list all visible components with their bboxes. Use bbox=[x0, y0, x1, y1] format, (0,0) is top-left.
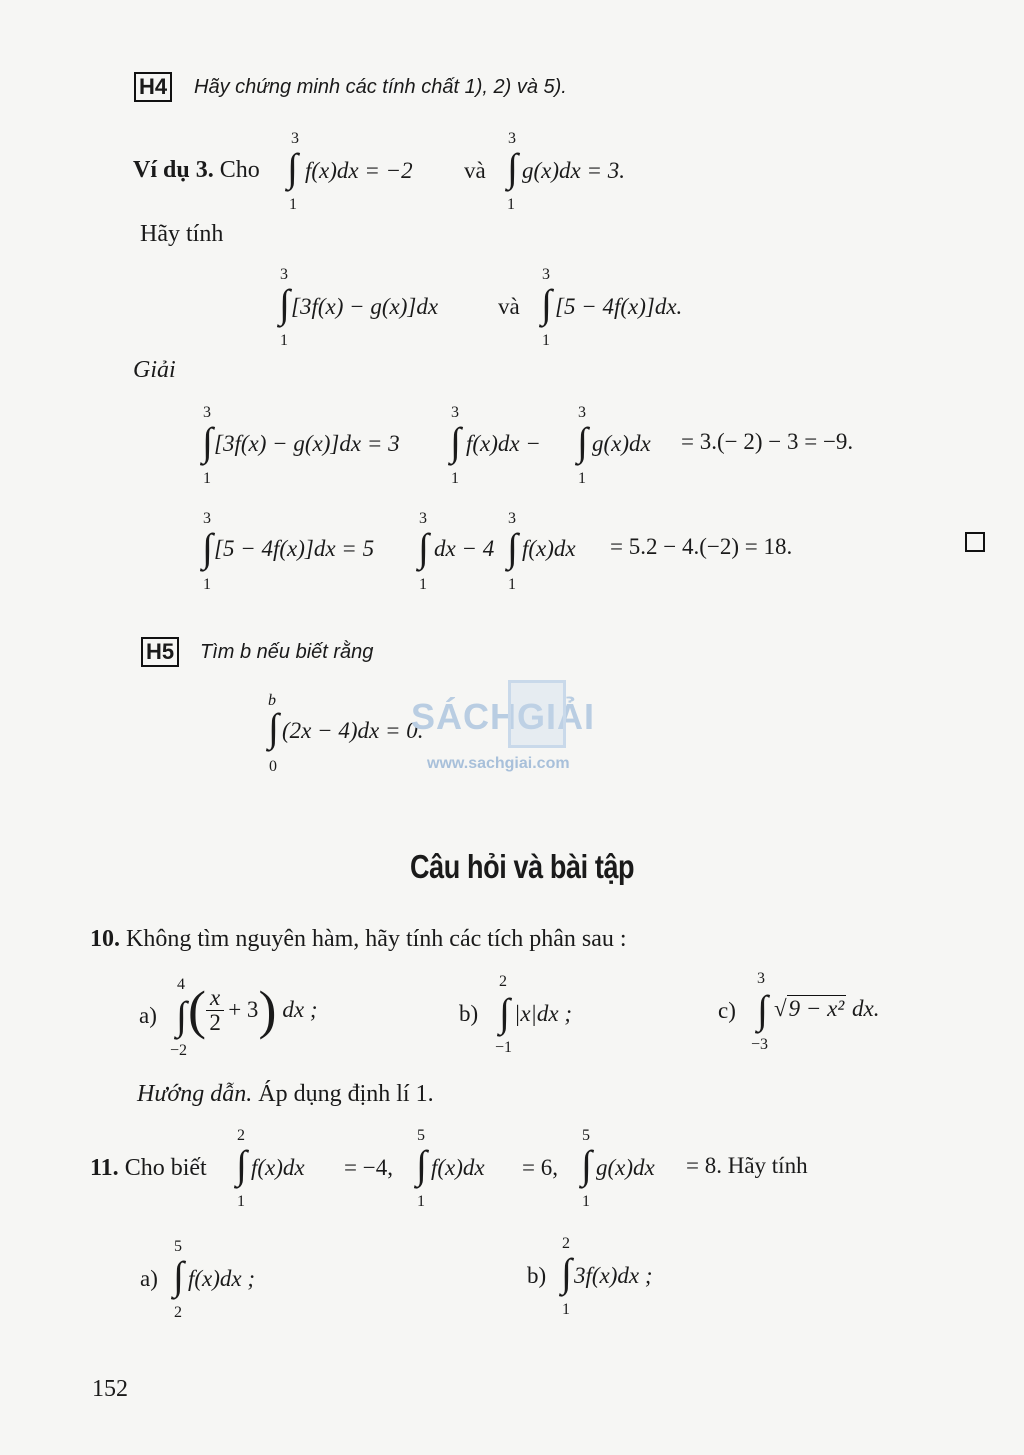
lower-limit: 1 bbox=[289, 196, 297, 213]
exercise-11-cho-biet: Cho biết bbox=[124, 1155, 207, 1181]
sol-1-part-a: [3f(x) − g(x)]dx = 3 bbox=[214, 431, 400, 456]
integral-sign: ∫ bbox=[236, 1142, 247, 1187]
radicand: 9 − x² bbox=[788, 996, 845, 1021]
upper-limit: 4 bbox=[177, 976, 185, 993]
page-number: 152 bbox=[92, 1376, 128, 1402]
upper-limit: 2 bbox=[499, 973, 507, 990]
numerator: x bbox=[206, 986, 224, 1011]
lower-limit: 1 bbox=[419, 576, 427, 593]
sol-2-part-c: f(x)dx bbox=[522, 536, 576, 561]
lower-limit: 2 bbox=[174, 1304, 182, 1321]
upper-limit: 3 bbox=[203, 404, 211, 421]
upper-limit: 5 bbox=[174, 1238, 182, 1255]
upper-limit: b bbox=[268, 692, 276, 709]
ex11-a-label: a) bbox=[140, 1266, 158, 1291]
integral-sign: ∫ bbox=[416, 1142, 427, 1187]
example-3-intro bbox=[133, 157, 260, 184]
lower-limit: 1 bbox=[203, 470, 211, 487]
ex11-i3-expr: g(x)dx bbox=[596, 1155, 655, 1180]
upper-limit: 3 bbox=[578, 404, 586, 421]
integral-sign: ∫ bbox=[507, 525, 518, 570]
upper-limit: 2 bbox=[562, 1235, 570, 1252]
exercise-10 bbox=[90, 926, 627, 953]
integral-sign: ∫ bbox=[202, 525, 213, 570]
h5-tag: H5 bbox=[141, 637, 179, 667]
ex11-i2-expr: f(x)dx bbox=[431, 1155, 485, 1180]
ex11-i1-expr: f(x)dx bbox=[251, 1155, 305, 1180]
lower-limit: −3 bbox=[751, 1036, 769, 1053]
lower-limit: 1 bbox=[542, 332, 550, 349]
ex10-a-tail: dx ; bbox=[282, 997, 318, 1022]
lower-limit: 1 bbox=[237, 1193, 245, 1210]
lower-limit: 1 bbox=[507, 196, 515, 213]
exercise-11 bbox=[90, 1155, 207, 1182]
watermark-box-icon bbox=[508, 680, 566, 748]
section-title: Câu hỏi và bài tập bbox=[410, 848, 635, 885]
lower-limit: 1 bbox=[578, 470, 586, 487]
lower-limit: 1 bbox=[582, 1193, 590, 1210]
integral-sign: ∫ bbox=[279, 281, 290, 326]
plus-three: + 3 bbox=[228, 997, 259, 1022]
ex10-c-label: c) bbox=[718, 998, 736, 1023]
ex10-c-expr bbox=[774, 996, 879, 1022]
integral-sign: ∫ bbox=[561, 1250, 572, 1295]
upper-limit: 5 bbox=[417, 1127, 425, 1144]
integral-sign: ∫ bbox=[507, 145, 518, 190]
task-1-expr: [3f(x) − g(x)]dx bbox=[291, 294, 439, 319]
ex11-a-expr: f(x)dx ; bbox=[188, 1266, 256, 1291]
upper-limit: 5 bbox=[582, 1127, 590, 1144]
upper-limit: 3 bbox=[291, 130, 299, 147]
ex10-c-tail: dx. bbox=[852, 996, 880, 1021]
upper-limit: 2 bbox=[237, 1127, 245, 1144]
lower-limit: 1 bbox=[417, 1193, 425, 1210]
ex10-b-expr: |x|dx ; bbox=[514, 1001, 572, 1026]
integral-sign: ∫ bbox=[450, 419, 461, 464]
integral-sign: ∫ bbox=[418, 525, 429, 570]
watermark-url: www.sachgiai.com bbox=[427, 755, 570, 772]
hint-label: Hướng dẫn. bbox=[137, 1081, 253, 1107]
ex11-i2-val: = 6, bbox=[522, 1155, 558, 1180]
upper-limit: 3 bbox=[280, 266, 288, 283]
upper-limit: 3 bbox=[451, 404, 459, 421]
lower-limit: −2 bbox=[170, 1042, 188, 1059]
sol-1-part-c: g(x)dx bbox=[592, 431, 651, 456]
h5-expr: (2x − 4)dx = 0. bbox=[282, 718, 424, 743]
sol-2-part-a: [5 − 4f(x)]dx = 5 bbox=[214, 536, 375, 561]
ex10-hint bbox=[137, 1081, 434, 1108]
upper-limit: 3 bbox=[757, 970, 765, 987]
example-3-va: và bbox=[464, 158, 486, 183]
example-3-g-expr: g(x)dx = 3. bbox=[522, 158, 626, 183]
ex11-b-expr: 3f(x)dx ; bbox=[574, 1263, 653, 1288]
sol-2-result: = 5.2 − 4.(−2) = 18. bbox=[610, 534, 793, 559]
watermark-brand: SÁCHGIẢI bbox=[411, 696, 596, 737]
h5-text: Tìm b nếu biết rằng bbox=[200, 641, 374, 663]
example-3-label: Ví dụ 3. bbox=[133, 157, 214, 183]
sol-1-part-b: f(x)dx − bbox=[466, 431, 541, 456]
integral-sign: ∫ bbox=[581, 1142, 592, 1187]
integral-sign: ∫ bbox=[173, 1253, 184, 1298]
ex10-a-label: a) bbox=[139, 1003, 157, 1028]
task-2-expr: [5 − 4f(x)]dx. bbox=[555, 294, 683, 319]
left-paren: ( bbox=[188, 980, 206, 1040]
lower-limit: 1 bbox=[508, 576, 516, 593]
integral-sign: ∫ bbox=[757, 987, 768, 1032]
upper-limit: 3 bbox=[508, 510, 516, 527]
denominator: 2 bbox=[209, 1009, 221, 1035]
h4-tag: H4 bbox=[134, 72, 172, 102]
fraction bbox=[206, 986, 224, 1035]
hint-text: Áp dụng định lí 1. bbox=[258, 1081, 434, 1107]
solution-label: Giải bbox=[133, 357, 176, 383]
h4-text: Hãy chứng minh các tính chất 1), 2) và 5). bbox=[194, 76, 567, 98]
ex10-a-expr bbox=[188, 970, 318, 1050]
integral-sign: ∫ bbox=[202, 419, 213, 464]
lower-limit: −1 bbox=[495, 1039, 513, 1056]
upper-limit: 3 bbox=[508, 130, 516, 147]
end-of-proof-square-icon bbox=[965, 532, 985, 552]
integral-sign: ∫ bbox=[287, 145, 298, 190]
integral-sign: ∫ bbox=[268, 705, 279, 750]
exercise-10-label: 10. bbox=[90, 926, 120, 952]
integral-sign: ∫ bbox=[541, 281, 552, 326]
integral-sign: ∫ bbox=[176, 993, 187, 1038]
example-3-f-expr: f(x)dx = −2 bbox=[305, 158, 413, 183]
ex11-b-label: b) bbox=[527, 1263, 547, 1288]
ex11-i3-val: = 8. Hãy tính bbox=[686, 1153, 808, 1178]
exercise-11-label: 11. bbox=[90, 1155, 119, 1181]
sqrt-icon: √ bbox=[774, 996, 787, 1021]
lower-limit: 1 bbox=[562, 1301, 570, 1318]
integral-sign: ∫ bbox=[577, 419, 588, 464]
right-paren: ) bbox=[258, 980, 277, 1040]
watermark-logo bbox=[411, 696, 595, 738]
ex10-b-label: b) bbox=[459, 1001, 479, 1026]
upper-limit: 3 bbox=[419, 510, 427, 527]
hay-tinh: Hãy tính bbox=[140, 221, 224, 247]
lower-limit: 1 bbox=[280, 332, 288, 349]
example-3-cho: Cho bbox=[219, 157, 260, 183]
sol-1-result: = 3.(− 2) − 3 = −9. bbox=[681, 429, 854, 454]
lower-limit: 1 bbox=[203, 576, 211, 593]
integral-sign: ∫ bbox=[499, 990, 510, 1035]
task-va: và bbox=[498, 294, 520, 319]
sol-2-part-b: dx − 4 bbox=[434, 536, 495, 561]
lower-limit: 1 bbox=[451, 470, 459, 487]
exercise-10-text: Không tìm nguyên hàm, hãy tính các tích phân sau : bbox=[126, 926, 627, 952]
lower-limit: 0 bbox=[269, 758, 277, 775]
upper-limit: 3 bbox=[542, 266, 550, 283]
ex11-i1-val: = −4, bbox=[344, 1155, 393, 1180]
upper-limit: 3 bbox=[203, 510, 211, 527]
